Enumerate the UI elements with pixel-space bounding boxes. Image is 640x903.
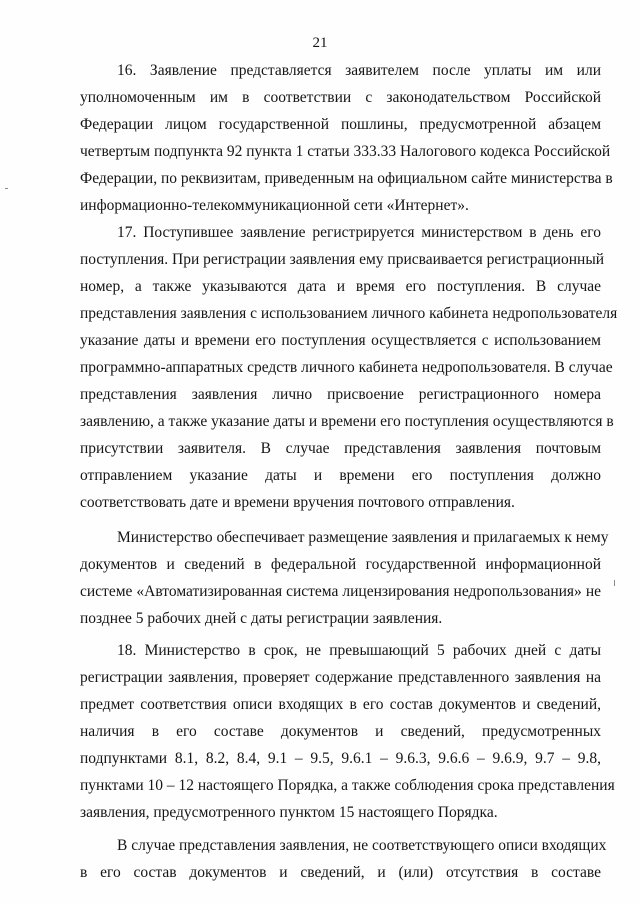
paragraph-ministry-publication <box>80 524 609 632</box>
paragraph-line: номер, а также указываются дата и время его поступления. В случае <box>80 278 601 295</box>
paragraph-non-conforming-application <box>80 832 607 886</box>
paragraph-line: поступления. При регистрации заявления ему присваивается регистрационный <box>80 251 605 268</box>
paragraph-line: отправлением указание даты и времени его поступления должно <box>80 467 601 484</box>
paragraph-line: предмет соответствия описи входящих в его состав документов и сведений, <box>80 696 601 713</box>
paragraph-line: Федерации, по реквизитам, приведенным на официальном сайте министерства в <box>80 170 613 187</box>
paragraph-line: соответствовать дате и времени вручения почтового отправления. <box>80 494 515 511</box>
paragraph-line: системе «Автоматизированная система лицензирования недропользования» не <box>80 583 601 600</box>
paragraph-line: присутствии заявителя. В случае представления заявления почтовым <box>80 440 601 457</box>
paragraph-line: В случае представления заявления, не соответствующего описи входящих <box>117 837 607 854</box>
paragraph-line: заявления, предусмотренного пунктом 15 настоящего Порядка. <box>80 804 498 821</box>
paragraph-line: программно-аппаратных средств личного кабинета недропользователя. В случае <box>80 359 613 376</box>
paragraph-line: 16. Заявление представляется заявителем после уплаты им или <box>117 62 601 79</box>
paragraph-line: позднее 5 рабочих дней с даты регистрации заявления. <box>80 610 443 627</box>
paragraph-line: 18. Министерство в срок, не превышающий 5 рабочих дней с даты <box>117 642 601 659</box>
paragraph-line: наличия в его составе документов и сведений, предусмотренных <box>80 723 601 740</box>
paragraph-line: четвертым подпункта 92 пункта 1 статьи 333.33 Налогового кодекса Российской <box>80 143 611 160</box>
paragraph-line: Федерации лицом государственной пошлины, предусмотренной абзацем <box>80 116 601 133</box>
paragraph-18 <box>80 637 615 826</box>
scan-mark-left <box>5 188 8 189</box>
paragraph-line: 17. Поступившее заявление регистрируется министерством в день его <box>117 224 601 241</box>
scan-mark-right <box>614 580 615 586</box>
paragraph-line: уполномоченным им в соответствии с законодательством Российской <box>80 89 601 106</box>
paragraph-17 <box>80 219 618 516</box>
paragraph-line: регистрации заявления, проверяет содержание представленного заявления на <box>80 669 601 686</box>
page-number: 21 <box>312 35 328 51</box>
document-body <box>80 57 618 886</box>
paragraph-line: подпунктами 8.1, 8.2, 8.4, 9.1 – 9.5, 9.6.1 – 9.6.3, 9.6.6 – 9.6.9, 9.7 – 9.8, <box>80 750 601 767</box>
paragraph-line: представления заявления лично присвоение регистрационного номера <box>80 386 601 403</box>
paragraph-line: пунктами 10 – 12 настоящего Порядка, а также соблюдения срока представления <box>80 777 615 794</box>
paragraph-line: в его состав документов и сведений, и (или) отсутствия в составе <box>80 864 601 881</box>
paragraph-line: указание даты и времени его поступления осуществляется с использованием <box>80 332 601 349</box>
paragraph-line: информационно-телекоммуникационной сети «Интернет». <box>80 197 469 214</box>
paragraph-line: Министерство обеспечивает размещение заявления и прилагаемых к нему <box>117 529 609 546</box>
paragraph-line: заявлению, а также указание даты и времени его поступления осуществляются в <box>80 413 614 430</box>
paragraph-line: документов и сведений в федеральной государственной информационной <box>80 556 601 573</box>
paragraph-line: представления заявления с использованием личного кабинета недропользователя <box>80 305 618 322</box>
paragraph-16 <box>80 57 613 219</box>
